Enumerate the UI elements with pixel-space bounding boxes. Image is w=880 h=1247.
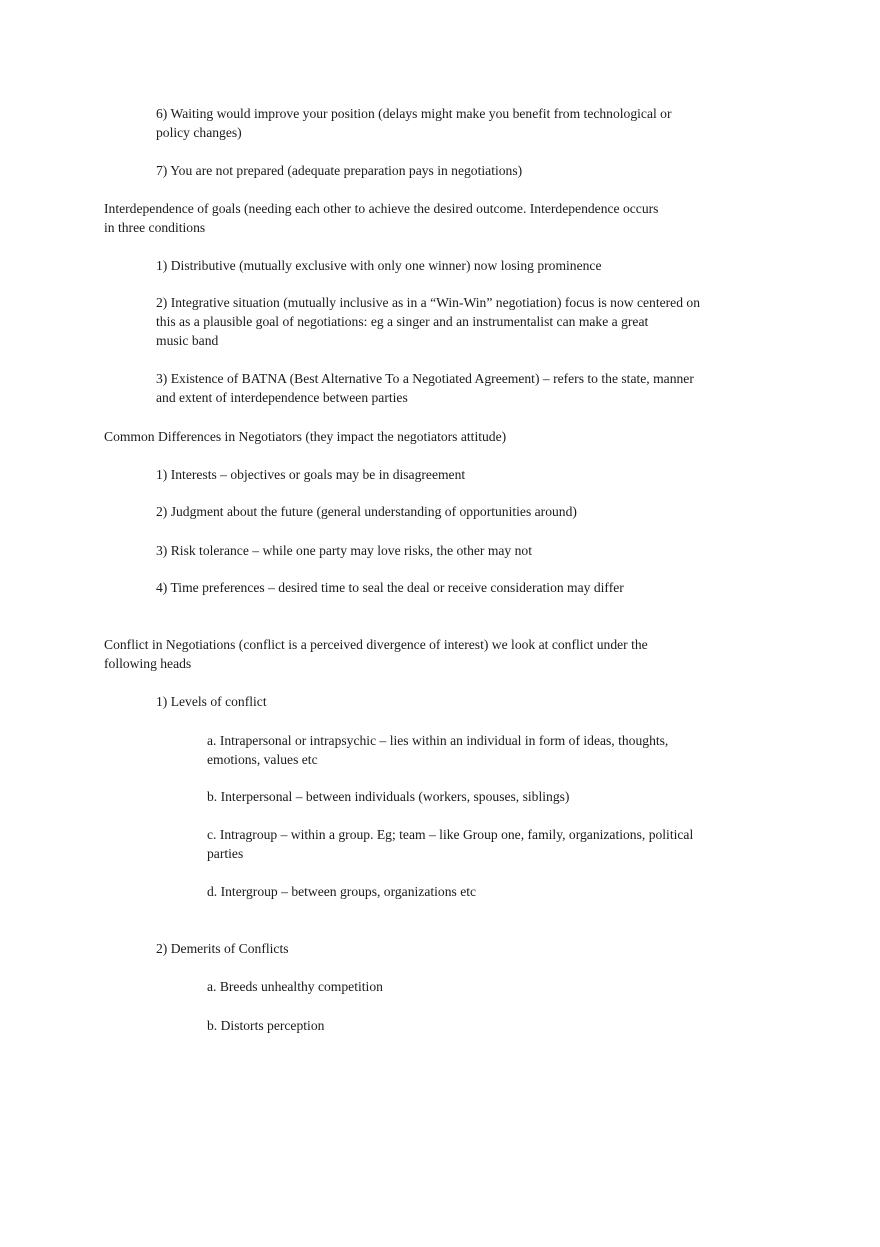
levels-item-c-line-1: c. Intragroup – within a group. Eg; team – like Group one, family, organizations, political	[207, 827, 694, 842]
interdependence-item-2-line-1: 2) Integrative situation (mutually inclusive as in a “Win-Win” negotiation) focus is now centered on	[156, 295, 701, 310]
interdependence-heading	[104, 199, 658, 237]
interdependence-heading-line-1: Interdependence of goals (needing each other to achieve the desired outcome. Interdependence occurs	[104, 201, 659, 216]
conflict-heading-line-1: Conflict in Negotiations (conflict is a perceived divergence of interest) we look at conflict under the	[104, 637, 648, 652]
levels-heading: 1) Levels of conflict	[156, 694, 267, 709]
interdependence-item-3	[156, 369, 694, 407]
interdependence-item-2-line-2: this as a plausible goal of negotiations: eg a singer and an instrumentalist can make a great	[156, 314, 649, 329]
levels-item-c-line-2: parties	[207, 846, 244, 861]
levels-item-a	[207, 731, 668, 769]
item-6	[156, 104, 672, 142]
interdependence-item-1: 1) Distributive (mutually exclusive with only one winner) now losing prominence	[156, 258, 602, 273]
demerits-heading: 2) Demerits of Conflicts	[156, 941, 289, 956]
levels-item-d: d. Intergroup – between groups, organizations etc	[207, 884, 477, 899]
interdependence-item-3-line-2: and extent of interdependence between parties	[156, 390, 408, 405]
differences-item-4: 4) Time preferences – desired time to seal the deal or receive consideration may differ	[156, 580, 624, 595]
levels-item-c	[207, 825, 693, 863]
differences-item-1: 1) Interests – objectives or goals may be in disagreement	[156, 467, 466, 482]
differences-item-3: 3) Risk tolerance – while one party may love risks, the other may not	[156, 543, 532, 558]
item-7: 7) You are not prepared (adequate preparation pays in negotiations)	[156, 163, 523, 178]
differences-item-2: 2) Judgment about the future (general understanding of opportunities around)	[156, 504, 577, 519]
interdependence-item-2	[156, 293, 700, 350]
differences-heading: Common Differences in Negotiators (they impact the negotiators attitude)	[104, 429, 507, 444]
demerits-item-b: b. Distorts perception	[207, 1018, 325, 1033]
levels-item-a-line-2: emotions, values etc	[207, 752, 318, 767]
conflict-heading-line-2: following heads	[104, 656, 192, 671]
levels-item-a-line-1: a. Intrapersonal or intrapsychic – lies within an individual in form of ideas, thoughts,	[207, 733, 669, 748]
item-6-line-2: policy changes)	[156, 125, 242, 140]
levels-item-b: b. Interpersonal – between individuals (workers, spouses, siblings)	[207, 789, 570, 804]
conflict-heading	[104, 635, 648, 673]
item-6-line-1: 6) Waiting would improve your position (delays might make you benefit from technological or	[156, 106, 672, 121]
interdependence-item-2-line-3: music band	[156, 333, 219, 348]
demerits-item-a: a. Breeds unhealthy competition	[207, 979, 383, 994]
interdependence-item-3-line-1: 3) Existence of BATNA (Best Alternative To a Negotiated Agreement) – refers to the state, manner	[156, 371, 694, 386]
interdependence-heading-line-2: in three conditions	[104, 220, 206, 235]
